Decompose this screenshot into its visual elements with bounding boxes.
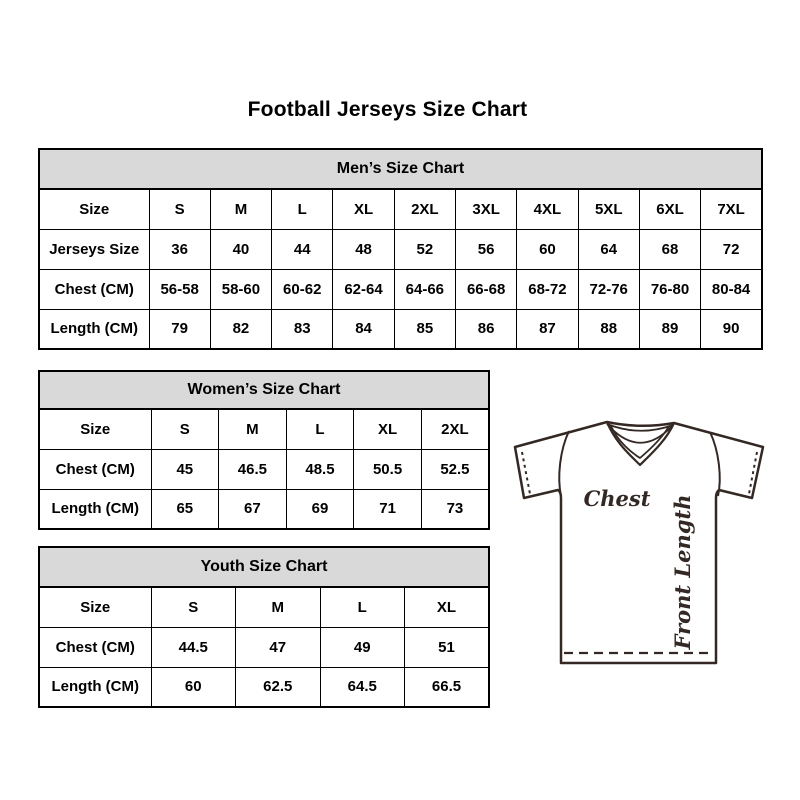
value-cell: 47 [236,627,321,667]
front-length-label: Front Length [670,494,695,650]
row-label: Chest (CM) [39,449,151,489]
value-cell: 60-62 [272,269,333,309]
size-cell: M [219,409,287,449]
table-row [39,189,762,229]
table-header-row [39,547,489,587]
value-cell: 66-68 [455,269,516,309]
row-label: Length (CM) [39,489,151,529]
value-cell: 68 [639,229,700,269]
youth-table-title: Youth Size Chart [39,547,489,587]
size-cell: S [149,189,210,229]
value-cell: 72 [701,229,762,269]
size-cell: 2XL [421,409,489,449]
size-cell: XL [405,587,490,627]
table-row [39,269,762,309]
table-row [39,587,489,627]
value-cell: 58-60 [210,269,271,309]
value-cell: 83 [272,309,333,349]
value-cell: 85 [394,309,455,349]
table-row [39,449,489,489]
size-cell: XL [333,189,394,229]
size-cell: S [151,587,236,627]
jersey-diagram [495,395,795,695]
row-label: Jerseys Size [39,229,149,269]
value-cell: 64.5 [320,667,405,707]
size-cell: L [320,587,405,627]
value-cell: 90 [701,309,762,349]
size-cell: 2XL [394,189,455,229]
value-cell: 36 [149,229,210,269]
table-row [39,409,489,449]
table-row [39,667,489,707]
mens-table-title: Men’s Size Chart [39,149,762,189]
value-cell: 68-72 [517,269,578,309]
mens-size-table [38,148,763,350]
table-row [39,309,762,349]
table-header-row [39,371,489,409]
value-cell: 60 [151,667,236,707]
page-title: Football Jerseys Size Chart [247,98,528,121]
value-cell: 56-58 [149,269,210,309]
size-cell: L [272,189,333,229]
value-cell: 82 [210,309,271,349]
value-cell: 46.5 [219,449,287,489]
value-cell: 44 [272,229,333,269]
size-cell: XL [354,409,422,449]
size-cell: L [286,409,354,449]
womens-size-table [38,370,490,530]
row-label: Chest (CM) [39,627,151,667]
table-header-row [39,149,762,189]
value-cell: 86 [455,309,516,349]
value-cell: 89 [639,309,700,349]
value-cell: 45 [151,449,219,489]
row-label: Size [39,409,151,449]
size-cell: 4XL [517,189,578,229]
value-cell: 73 [421,489,489,529]
value-cell: 84 [333,309,394,349]
row-label: Length (CM) [39,309,149,349]
row-label: Length (CM) [39,667,151,707]
value-cell: 88 [578,309,639,349]
youth-size-table [38,546,490,708]
value-cell: 67 [219,489,287,529]
size-cell: 3XL [455,189,516,229]
value-cell: 51 [405,627,490,667]
value-cell: 62.5 [236,667,321,707]
size-cell: M [236,587,321,627]
size-cell: 7XL [701,189,762,229]
value-cell: 76-80 [639,269,700,309]
size-cell: 5XL [578,189,639,229]
value-cell: 64 [578,229,639,269]
value-cell: 44.5 [151,627,236,667]
value-cell: 64-66 [394,269,455,309]
womens-table-title: Women’s Size Chart [39,371,489,409]
value-cell: 72-76 [578,269,639,309]
value-cell: 50.5 [354,449,422,489]
value-cell: 52 [394,229,455,269]
table-row [39,229,762,269]
value-cell: 62-64 [333,269,394,309]
value-cell: 48.5 [286,449,354,489]
row-label: Size [39,587,151,627]
value-cell: 79 [149,309,210,349]
size-cell: M [210,189,271,229]
chest-label: Chest [583,486,651,511]
value-cell: 80-84 [701,269,762,309]
value-cell: 66.5 [405,667,490,707]
size-cell: S [151,409,219,449]
value-cell: 87 [517,309,578,349]
value-cell: 40 [210,229,271,269]
table-row [39,627,489,667]
table-row [39,489,489,529]
row-label: Size [39,189,149,229]
row-label: Chest (CM) [39,269,149,309]
value-cell: 48 [333,229,394,269]
value-cell: 56 [455,229,516,269]
size-cell: 6XL [639,189,700,229]
value-cell: 71 [354,489,422,529]
value-cell: 49 [320,627,405,667]
value-cell: 60 [517,229,578,269]
value-cell: 65 [151,489,219,529]
value-cell: 52.5 [421,449,489,489]
value-cell: 69 [286,489,354,529]
